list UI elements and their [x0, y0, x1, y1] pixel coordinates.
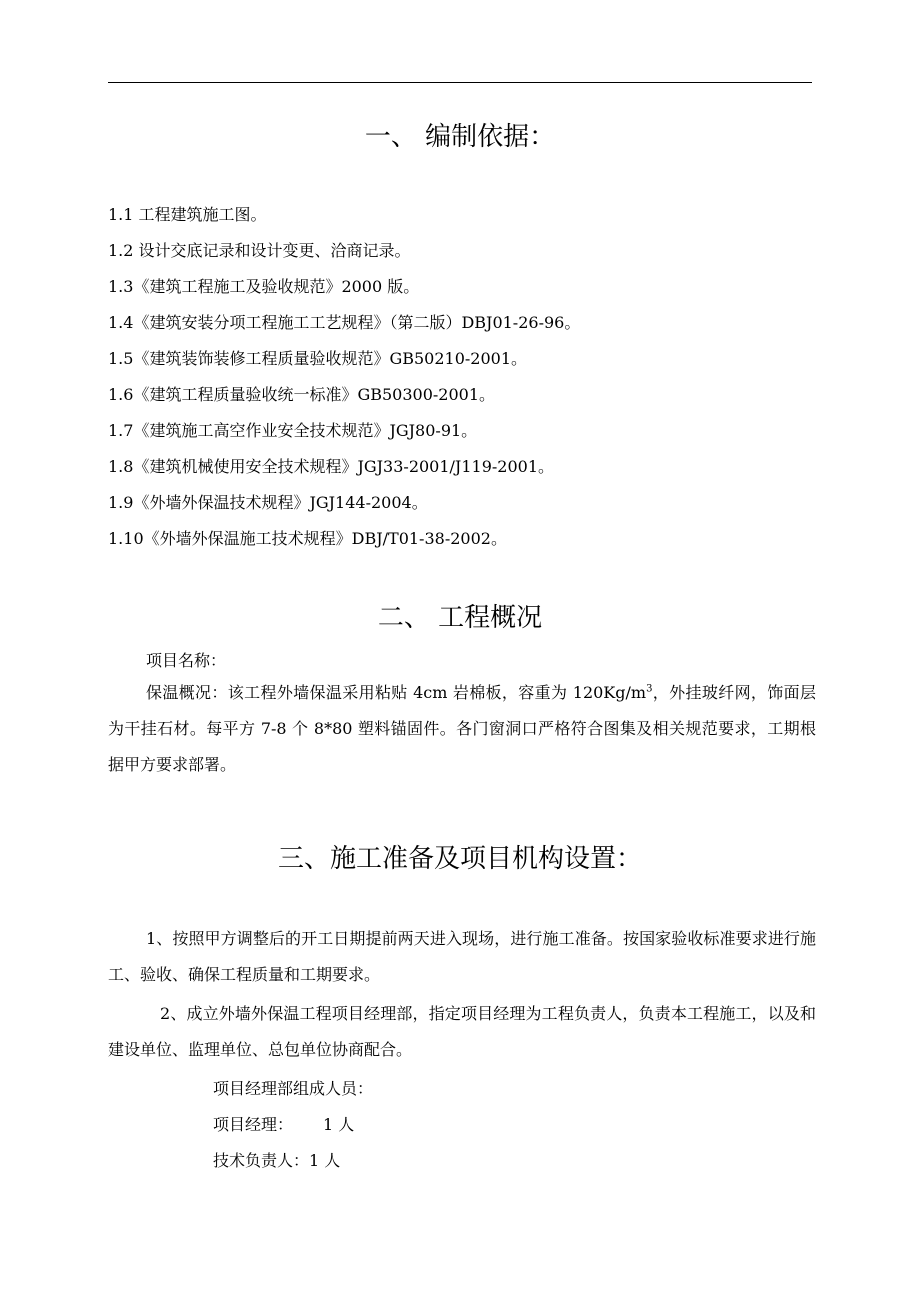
preparation-paragraph-1: 1、按照甲方调整后的开工日期提前两天进入现场，进行施工准备。按国家验收标准要求进行施工、验收、确保工程质量和工期要求。	[108, 929, 816, 984]
list-item: 1.5《建筑装饰装修工程质量验收规范》GB50210-2001。	[108, 349, 528, 368]
tech-lead-count: 1 人	[309, 1151, 341, 1170]
list-item: 1.1 工程建筑施工图。	[108, 205, 267, 224]
section2-heading: 二、 工程概况	[377, 603, 543, 633]
list-item: 1.7《建筑施工高空作业安全技术规范》JGJ80-91。	[108, 421, 478, 440]
header-rule	[108, 82, 812, 83]
members-label: 项目经理部组成人员：	[213, 1079, 374, 1098]
list-item: 1.9《外墙外保温技术规程》JGJ144-2004。	[108, 493, 428, 512]
list-item: 1.10《外墙外保温施工技术规程》DBJ/T01-38-2002。	[108, 529, 507, 548]
list-item: 1.6《建筑工程质量验收统一标准》GB50300-2001。	[108, 385, 496, 404]
preparation-paragraph-2: 2、成立外墙外保温工程项目经理部，指定项目经理为工程负责人，负责本工程施工，以及和建设单位、监理单位、总包单位协商配合。	[108, 1004, 816, 1059]
list-item: 1.8《建筑机械使用安全技术规程》JGJ33-2001/J119-2001。	[108, 457, 555, 476]
manager-label: 项目经理：	[213, 1115, 294, 1134]
project-name-label: 项目名称：	[146, 651, 227, 670]
insulation-paragraph: 保温概况：该工程外墙保温采用粘贴 4cm 岩棉板，容重为 $120Kg/m^3$，外挂玻纤网，饰面层为干挂石材。每平方 7-8 个 8*80 塑料锚固件。各门窗洞口严格符合图集及相关规范要求，工期根据甲方要求部署。	[108, 683, 816, 774]
list-item: 1.2 设计交底记录和设计变更、洽商记录。	[108, 241, 411, 260]
section1-heading: 一、 编制依据：	[364, 122, 556, 152]
tech-lead-label: 技术负责人：	[213, 1151, 310, 1170]
manager-count: 1 人	[323, 1115, 355, 1134]
section3-heading: 三、施工准备及项目机构设置：	[277, 844, 642, 874]
list-item: 1.4《建筑安装分项工程施工工艺规程》（第二版）DBJ01-26-96。	[108, 313, 581, 332]
list-item: 1.3《建筑工程施工及验收规范》2000 版。	[108, 277, 420, 296]
